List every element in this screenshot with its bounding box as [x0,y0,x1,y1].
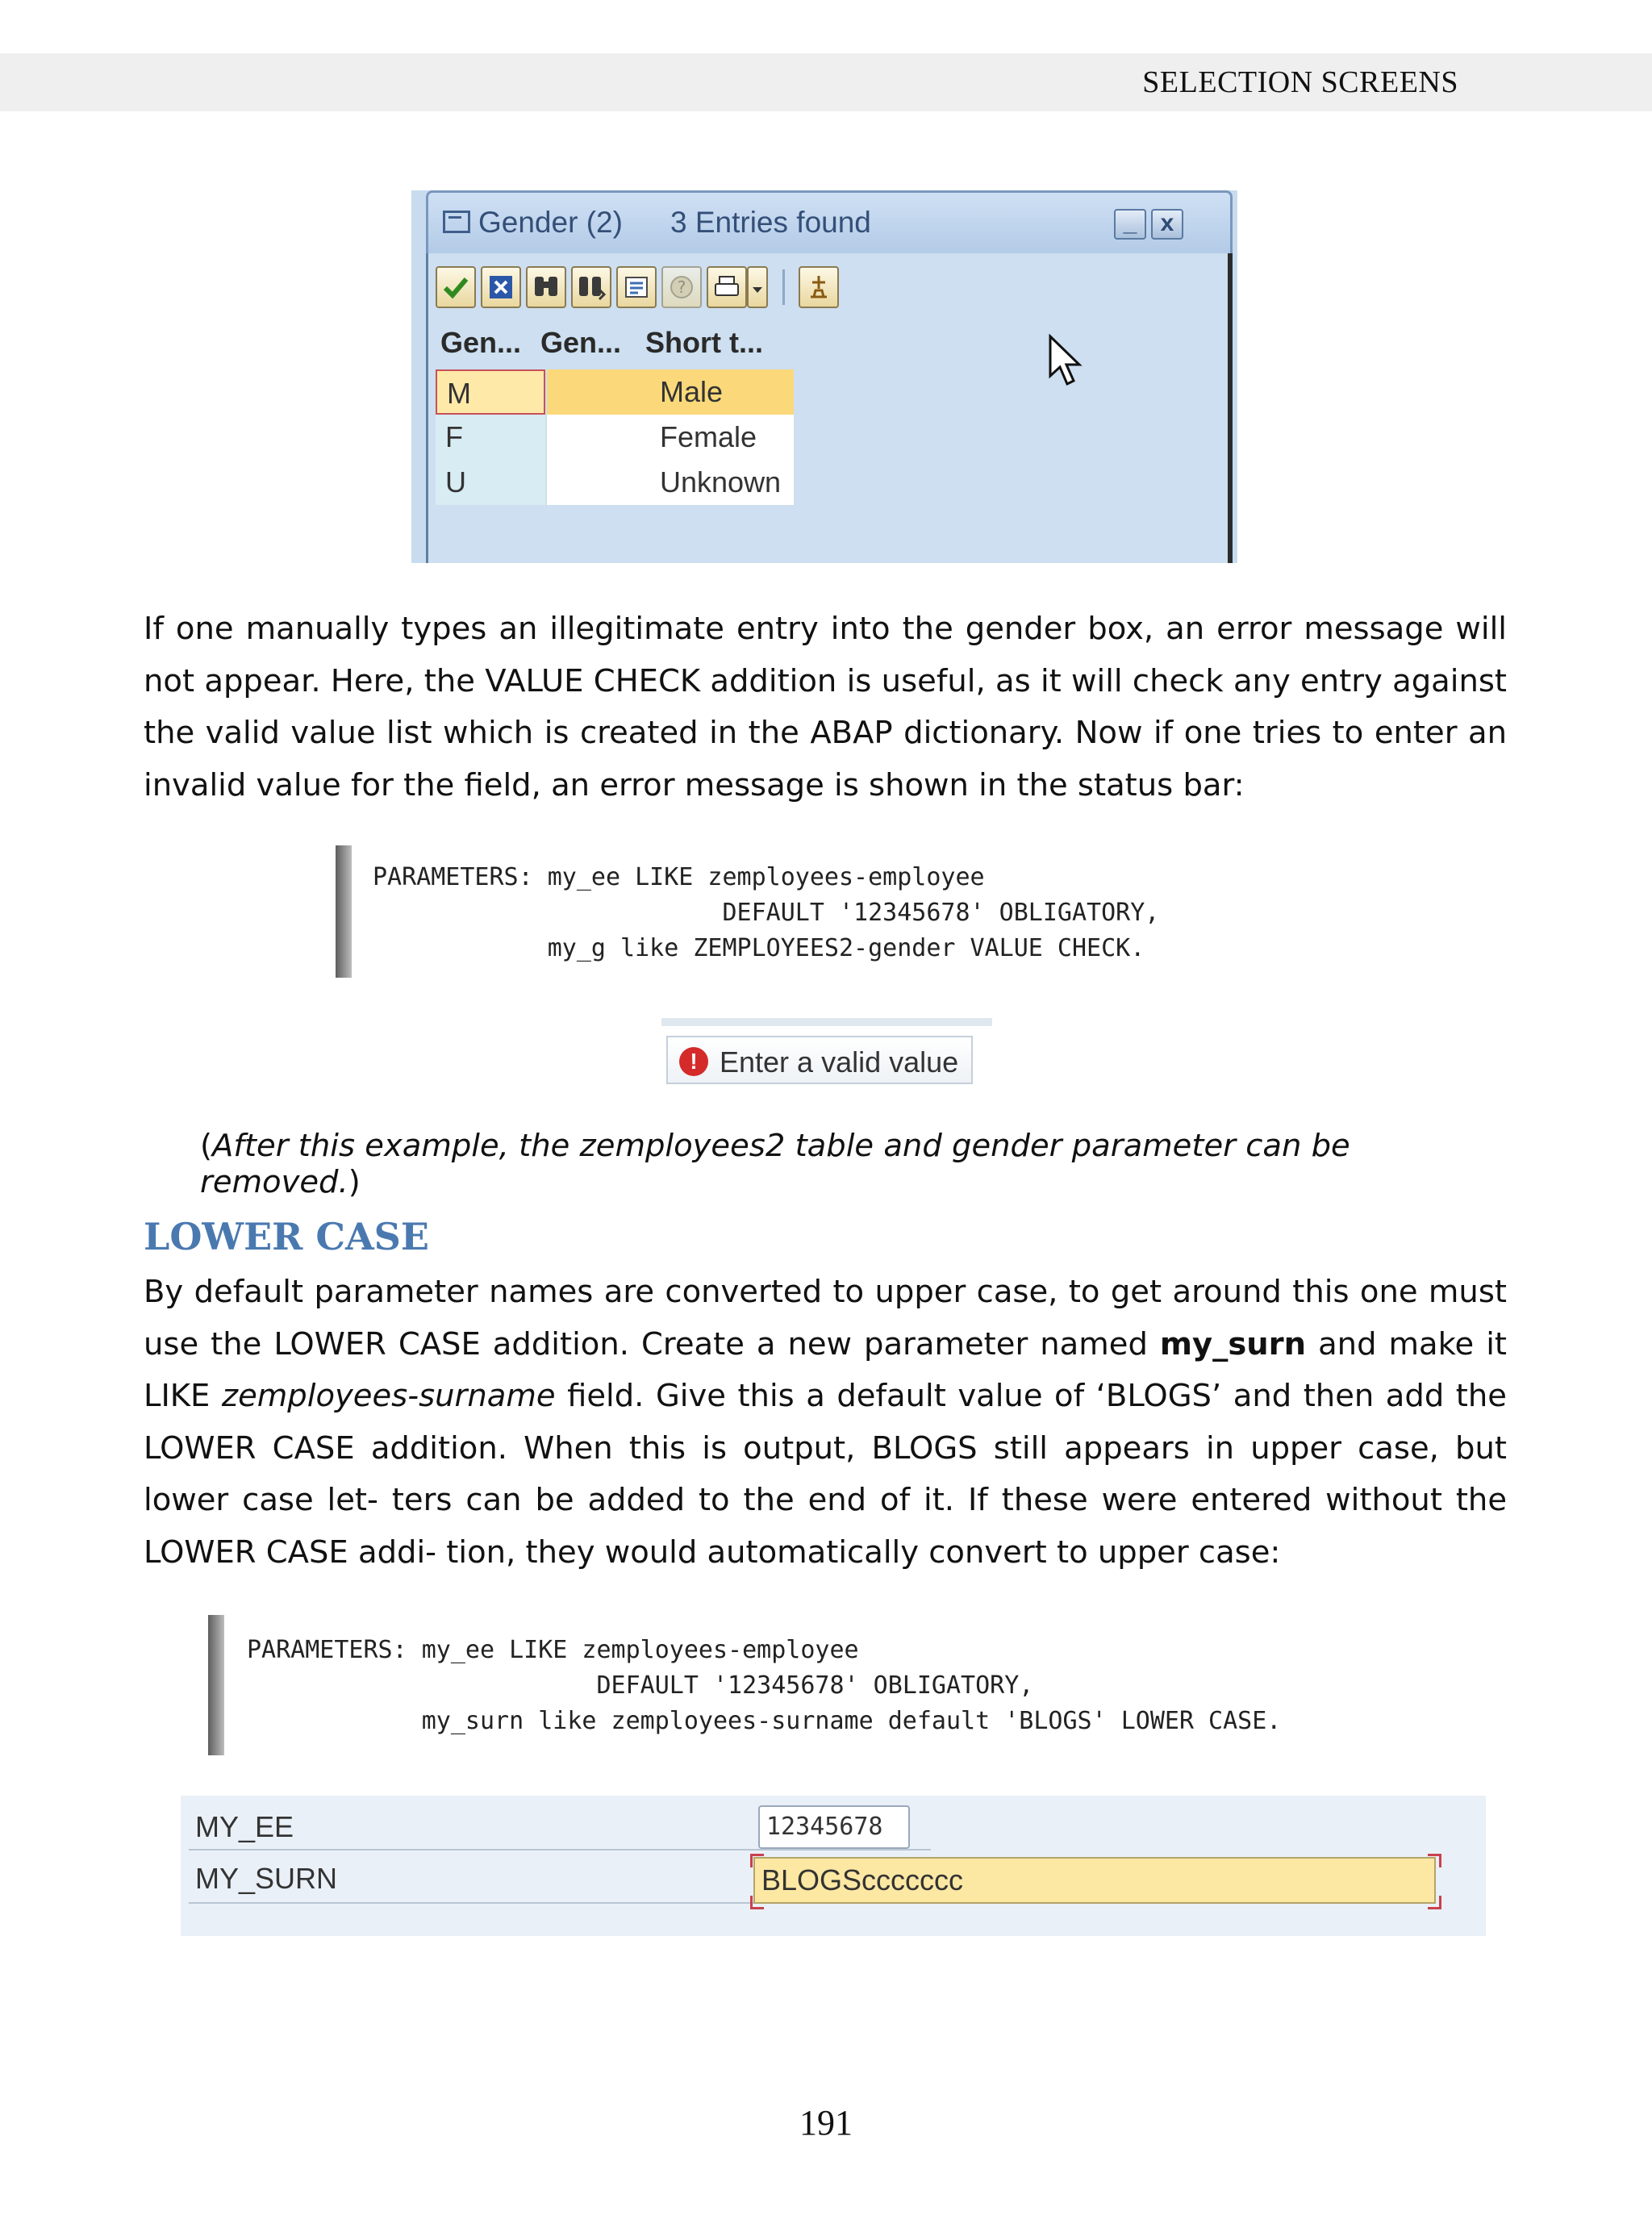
code-line: my_g like ZEMPLOYEES2-gender VALUE CHECK. [373,934,1145,962]
caption [200,1128,1491,1200]
code-block-bar [208,1615,224,1755]
focus-corner [1428,1896,1441,1909]
label-my-ee: MY_EE [195,1810,294,1843]
field-name-italic: zemployees-surname [221,1378,556,1414]
popup-title-bar[interactable] [426,190,1233,253]
selection-screen [181,1796,1486,1936]
popup-title: Gender (2) [478,206,623,239]
mouse-cursor-icon [1047,334,1086,387]
filter-icon[interactable] [616,266,657,308]
caption-open-paren: ( [200,1128,213,1164]
row-mid-m[interactable] [547,369,650,415]
row-key-u[interactable]: U [436,460,545,505]
window-icon [443,211,470,233]
status-bar-message [666,1036,973,1084]
caption-close-paren: ) [348,1164,361,1200]
checkmark-icon[interactable] [436,266,476,308]
row-text-u[interactable]: Unknown [650,460,794,505]
paragraph-lower-case [144,1266,1507,1579]
error-icon: ! [679,1047,708,1076]
paragraph-text: field. Give this a default value of ‘BLOGS’ and then add the LOWER CASE addition. When this is output, BLOGS still appears in upper case, but lower case let- ters can be added to the end of it. If these were entered without the LOWER CASE addi- tion, they would automatically convert to upper case: [144,1378,1507,1571]
row-text-m[interactable]: Male [650,369,794,415]
my-ee-input[interactable]: 12345678 [758,1805,910,1849]
value-help-popup [411,190,1237,563]
code-block-bar [336,845,352,978]
focus-corner [1428,1854,1441,1867]
code-block-value-check [373,860,1159,966]
row-key-m[interactable]: M [436,369,545,415]
row-divider [189,1849,931,1851]
code-line: DEFAULT '12345678' OBLIGATORY, [247,1671,1034,1700]
focus-corner [750,1854,764,1867]
status-message-text: Enter a valid value [720,1045,959,1079]
svg-text:?: ? [677,277,686,297]
column-header-gender-key[interactable]: Gen... [440,326,522,359]
binoculars-next-icon[interactable] [571,266,611,308]
personalize-icon[interactable] [799,266,839,308]
binoculars-icon[interactable] [526,266,566,308]
paragraph-text: By default parameter names are converted to upper case, to get around this one must use the LOWER CASE addition. Create a new parameter named [144,1274,1507,1362]
row-mid-u[interactable] [547,460,650,505]
caption-text: After this example, the zemployees2 table and gender parameter can be removed. [200,1128,1350,1200]
row-mid-f[interactable] [547,415,650,460]
cancel-icon[interactable] [481,266,521,308]
column-header-short-text[interactable]: Short t... [645,326,763,359]
entries-found-label: 3 Entries found [670,206,871,239]
column-header-gender[interactable]: Gen... [540,326,622,359]
minimize-button[interactable]: _ [1114,209,1146,240]
code-line: DEFAULT '12345678' OBLIGATORY, [373,899,1160,927]
focus-corner [750,1896,764,1909]
print-icon[interactable] [707,266,747,308]
close-button[interactable]: x [1151,209,1183,240]
dropdown-icon[interactable] [747,266,768,308]
running-head: SELECTION SCREENS [1142,65,1458,99]
paragraph-text: and make it LIKE [144,1325,1507,1414]
code-line: PARAMETERS: my_ee LIKE zemployees-employee [247,1636,859,1664]
code-line: my_surn like zemployees-surname default 'BLOGS' LOWER CASE. [247,1707,1282,1735]
param-name-bold: my_surn [1159,1325,1307,1362]
row-text-f[interactable]: Female [650,415,794,460]
my-surn-input[interactable]: BLOGSccccccc [753,1857,1436,1904]
section-heading: LOWER CASE [144,1215,429,1258]
toolbar-separator [782,269,785,305]
label-my-surn: MY_SURN [195,1862,338,1895]
help-icon[interactable] [661,266,702,308]
code-line: PARAMETERS: my_ee LIKE zemployees-employee [373,863,985,891]
status-bar-line [661,1018,992,1026]
page-number: 191 [799,2103,853,2143]
paragraph-value-check: If one manually types an illegitimate entry into the gender box, an error message will not appear. Here, the VALUE CHECK addition is useful, as it will check any entry against the valid value list which is created in the ABAP dictionary. Now if one tries to enter an invalid value for the field, an error message is shown in the status bar: [144,611,1507,803]
row-key-f[interactable]: F [436,415,545,460]
code-block-lower-case [247,1633,1281,1739]
